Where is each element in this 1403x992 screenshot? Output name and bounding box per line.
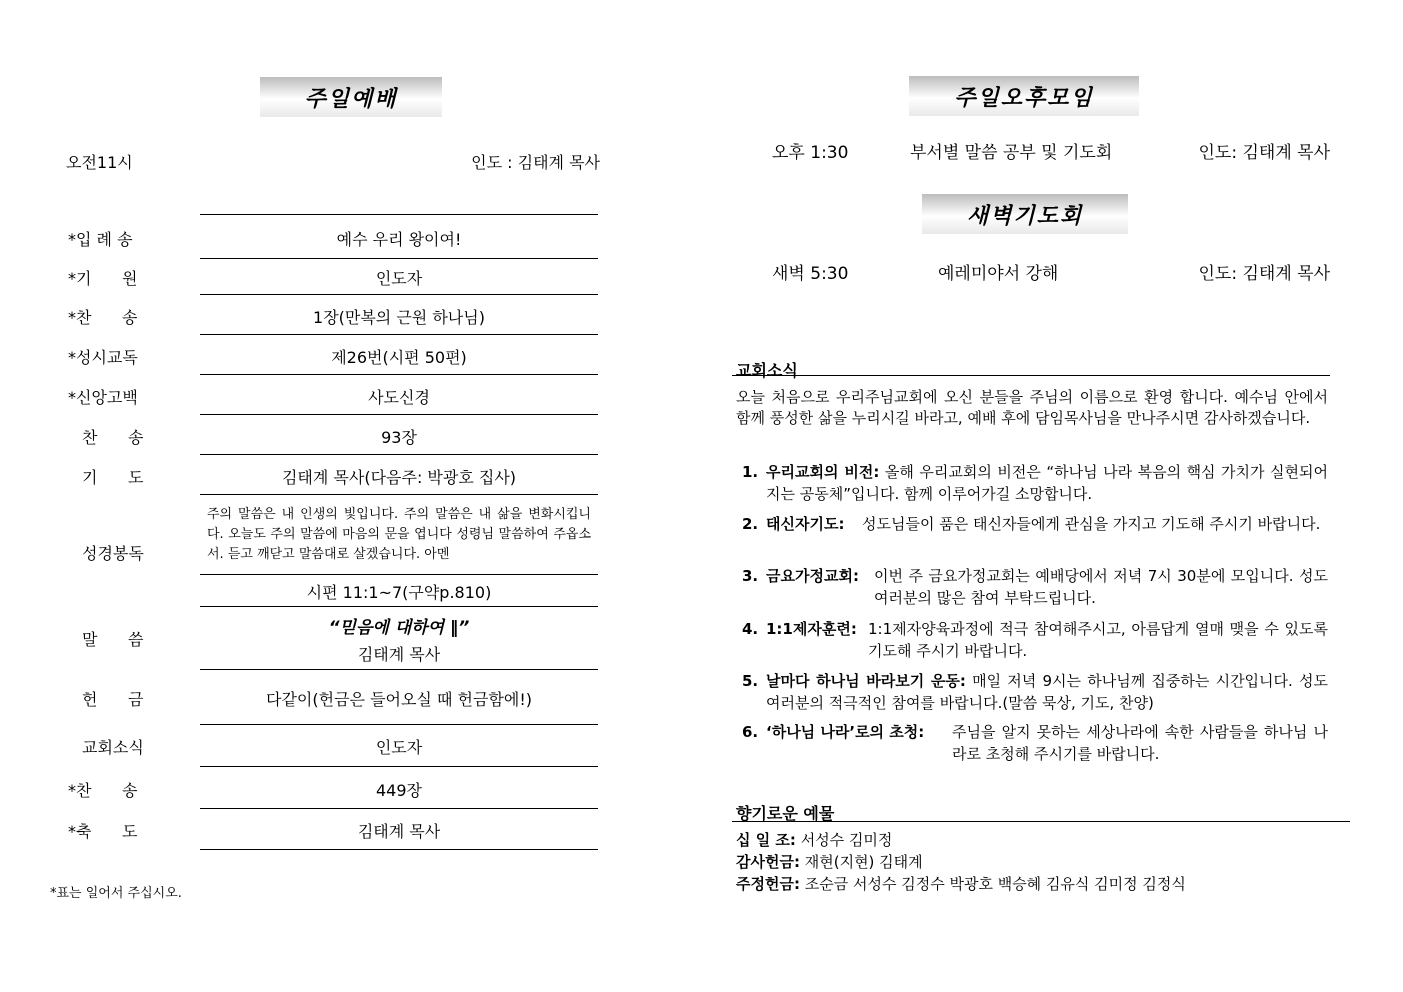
news-item-number: 2. (742, 515, 759, 533)
order-label: 기 도 (82, 468, 144, 487)
afternoon-desc: 부서별 말씀 공부 및 기도회 (910, 143, 1113, 163)
afternoon-title: 주일오후모임 (909, 76, 1139, 116)
offering-label: 감사헌금: (736, 853, 800, 871)
offering-names: 조순금 서성수 김정수 박광호 백승혜 김유식 김미정 김정식 (804, 875, 1186, 893)
offering-line (736, 873, 1186, 894)
offering-line (736, 829, 892, 850)
sermon-title: “믿음에 대하여 ‖” (328, 618, 470, 638)
divider (200, 849, 598, 850)
news-item-head: 우리교회의 비전: (766, 463, 880, 481)
news-intro: 오늘 처음으로 우리주님교회에 오신 분들을 주님의 이름으로 환영 합니다. 예수님 안에서 함께 풍성한 삶을 누리시길 바라고, 예배 후에 담임목사님을 만나주시면 감사하겠습니다. (736, 388, 1328, 427)
order-value: 김태계 목사(다음주: 박광호 집사) (281, 468, 517, 487)
dawn-leader: 인도: 김태계 목사 (1198, 264, 1330, 284)
offering-line (736, 851, 923, 872)
news-item-text: 1:1제자양육과정에 적극 참여해주시고, 아름답게 열매 맺을 수 있도록 기도해 주시기 바랍니다. (868, 620, 1328, 660)
divider (200, 414, 598, 415)
news-item-head: 태신자기도: (766, 515, 845, 533)
order-value: 제26번(시편 50편) (331, 348, 467, 367)
order-label: *찬 송 (68, 781, 138, 800)
order-value: 김태계 목사 (357, 822, 441, 841)
news-item-text: 주님을 알지 못하는 세상나라에 속한 사람들을 하나님 나라로 초청해 주시기를 바랍니다. (952, 723, 1328, 763)
worship-time: 오전11시 (66, 153, 133, 172)
news-item-number: 1. (742, 463, 759, 481)
divider (200, 766, 598, 767)
worship-leader: 인도 : 김태계 목사 (471, 153, 600, 172)
news-item (742, 670, 1328, 716)
order-label: *찬 송 (68, 308, 138, 327)
news-item-text: 이번 주 금요가정교회는 예배당에서 저녁 7시 30분에 모입니다. 성도 여러분의 많은 참여 부탁드립니다. (874, 567, 1328, 607)
dawn-desc: 예레미야서 강해 (938, 264, 1059, 284)
divider (200, 258, 598, 259)
offering-label: 주정헌금: (736, 875, 800, 893)
offering-names: 재현(지현) 김태계 (804, 853, 923, 871)
news-item-number: 5. (742, 672, 759, 690)
news-item (742, 565, 1328, 611)
divider (200, 606, 598, 607)
order-label: *기 원 (68, 269, 138, 288)
news-item-number: 6. (742, 723, 759, 741)
reading-passage: 시편 11:1~7(구약p.810) (306, 583, 492, 602)
dawn-time: 새벽 5:30 (772, 264, 849, 284)
order-value: 1장(만복의 근원 하나님) (313, 308, 485, 327)
order-label: *성시교독 (68, 348, 138, 367)
order-label: 헌 금 (82, 690, 144, 709)
reading-prayer: 주의 말씀은 내 인생의 빛입니다. 주의 말씀은 내 삶을 변화시킵니다. 오늘도 주의 말씀에 마음의 문을 엽니다 성령님 말씀하여 주옵소서. 듣고 깨닫고 말씀대로 살겠습니다. 아멘 (207, 507, 591, 562)
afternoon-leader: 인도: 김태계 목사 (1198, 143, 1330, 163)
divider (200, 294, 598, 295)
order-value: 449장 (376, 781, 422, 800)
divider (200, 808, 598, 809)
sermon-label: 말 씀 (82, 630, 144, 649)
news-item-head: ‘하나님 나라’로의 초청: (766, 723, 925, 741)
divider (200, 214, 598, 215)
divider (200, 494, 598, 495)
order-value: 인도자 (375, 269, 423, 288)
sermon-preacher: 김태계 목사 (357, 645, 441, 664)
news-item (742, 461, 1328, 507)
order-value: 93장 (381, 428, 417, 447)
news-item-head: 1:1제자훈련: (766, 620, 857, 638)
offering-label: 십 일 조: (736, 831, 796, 849)
divider (200, 574, 598, 575)
worship-title: 주일예배 (260, 77, 442, 117)
order-label: 교회소식 (82, 738, 144, 757)
news-item-text: 매일 저녁 9시는 하나님께 집중하는 시간입니다. 성도 여러분의 적극적인 참여를 바랍니다.(말씀 묵상, 기도, 찬양) (766, 672, 1328, 712)
order-value: 사도신경 (368, 388, 430, 407)
news-item (742, 513, 1328, 559)
news-heading: 교회소식 (736, 361, 798, 380)
news-item-head: 날마다 하나님 바라보기 운동: (766, 672, 966, 690)
order-value: 예수 우리 왕이여! (336, 230, 462, 249)
divider (732, 821, 1350, 822)
divider (200, 669, 598, 670)
news-item-number: 4. (742, 620, 759, 638)
news-item (742, 618, 1328, 664)
reading-label: 성경봉독 (82, 544, 144, 563)
divider (200, 334, 598, 335)
divider (200, 454, 598, 455)
offering-heading: 향기로운 예물 (736, 804, 835, 823)
divider (200, 374, 598, 375)
order-label: *입 례 송 (68, 230, 133, 249)
news-item-head: 금요가정교회: (766, 567, 859, 585)
news-item (742, 721, 1328, 767)
order-value: 인도자 (375, 738, 423, 757)
order-value: 다같이(헌금은 들어오실 때 헌금함에!) (266, 690, 532, 709)
news-item-text: 올해 우리교회의 비전은 “하나님 나라 복음의 핵심 가치가 실현되어지는 공동체”입니다. 함께 이루어가길 소망합니다. (766, 463, 1328, 503)
afternoon-time: 오후 1:30 (772, 143, 849, 163)
news-item-text: 성도님들이 품은 태신자들에게 관심을 가지고 기도해 주시기 바랍니다. (862, 515, 1321, 533)
standing-note: *표는 일어서 주십시오. (50, 886, 182, 901)
order-label: 찬 송 (82, 428, 144, 447)
dawn-title: 새벽기도회 (922, 194, 1128, 234)
news-item-number: 3. (742, 567, 759, 585)
divider (732, 375, 1330, 376)
order-label: *신앙고백 (68, 388, 138, 407)
order-label: *축 도 (68, 822, 138, 841)
divider (200, 724, 598, 725)
offering-names: 서성수 김미정 (800, 831, 893, 849)
